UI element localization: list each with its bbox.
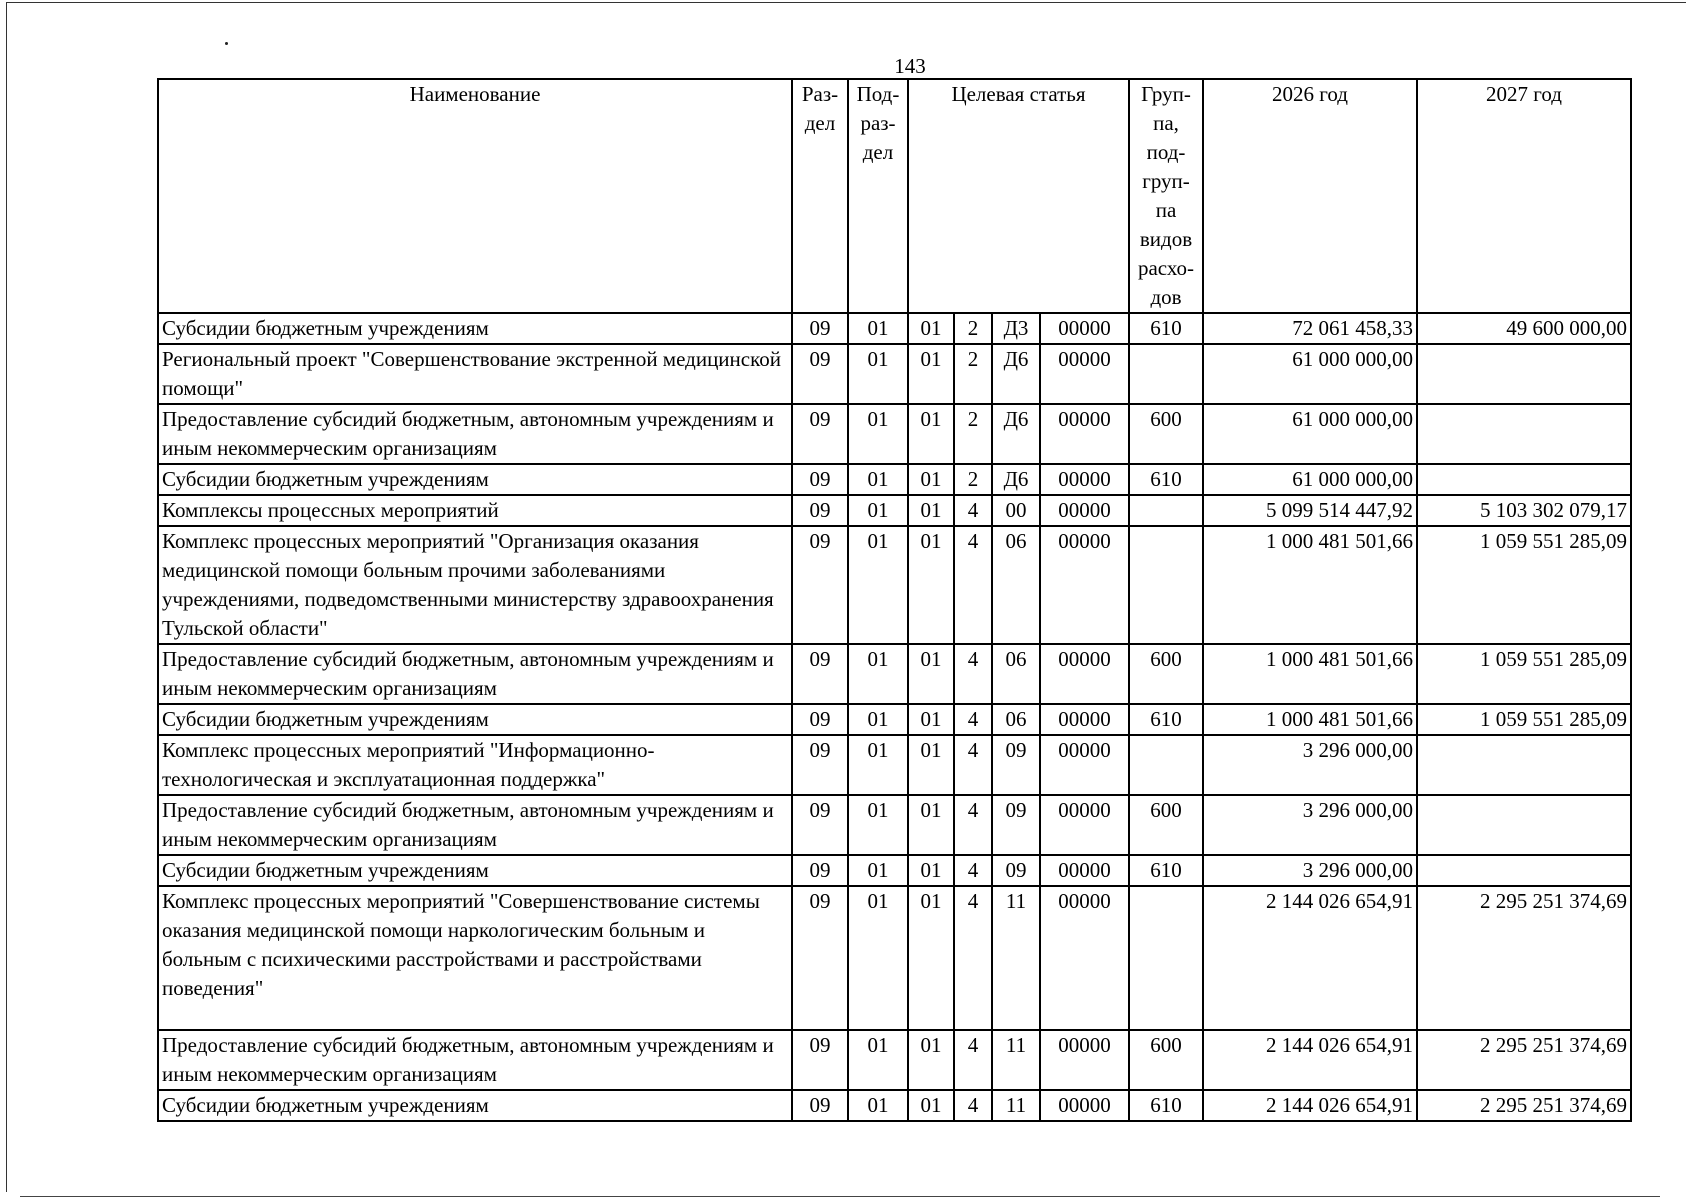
cell-name: Комплексы процессных мероприятий [158,495,792,526]
cell-section: 09 [792,855,848,886]
cell-expense-group [1129,344,1203,404]
cell-expense-group [1129,495,1203,526]
cell-target-direction: 00000 [1040,704,1129,735]
cell-target-direction: 00000 [1040,313,1129,344]
table-row [158,495,1631,526]
cell-target-program: 01 [908,526,954,644]
cell-target-type: 4 [954,735,992,795]
cell-subsection: 01 [848,464,908,495]
cell-target-type: 4 [954,526,992,644]
cell-target-type: 2 [954,344,992,404]
table-row [158,313,1631,344]
cell-target-direction: 00000 [1040,404,1129,464]
cell-target-type: 4 [954,1090,992,1121]
cell-name: Комплекс процессных мероприятий "Информационно-технологическая и эксплуатационная поддержка" [158,735,792,795]
cell-amount-2027: 5 103 302 079,17 [1417,495,1631,526]
cell-amount-2026: 3 296 000,00 [1203,855,1417,886]
cell-section: 09 [792,404,848,464]
cell-amount-2027: 2 295 251 374,69 [1417,886,1631,1030]
cell-target-direction: 00000 [1040,495,1129,526]
table-row [158,795,1631,855]
cell-target-element: 11 [992,1030,1040,1090]
page-frame-bottom [20,1196,1660,1197]
cell-amount-2026: 3 296 000,00 [1203,735,1417,795]
cell-amount-2027: 1 059 551 285,09 [1417,644,1631,704]
cell-subsection: 01 [848,644,908,704]
cell-section: 09 [792,735,848,795]
cell-name: Предоставление субсидий бюджетным, автономным учреждениям и иным некоммерческим организациям [158,1030,792,1090]
cell-target-program: 01 [908,735,954,795]
table-row [158,1090,1631,1121]
cell-target-element: 09 [992,855,1040,886]
cell-target-element: Д3 [992,313,1040,344]
cell-amount-2026: 1 000 481 501,66 [1203,704,1417,735]
cell-target-program: 01 [908,855,954,886]
cell-expense-group: 600 [1129,404,1203,464]
cell-expense-group: 610 [1129,1090,1203,1121]
cell-target-direction: 00000 [1040,1090,1129,1121]
cell-target-type: 4 [954,886,992,1030]
scan-speck [225,42,228,45]
page-number: 143 [894,54,926,78]
cell-amount-2026: 3 296 000,00 [1203,795,1417,855]
cell-subsection: 01 [848,795,908,855]
cell-subsection: 01 [848,704,908,735]
cell-amount-2027 [1417,735,1631,795]
cell-amount-2026: 5 099 514 447,92 [1203,495,1417,526]
cell-subsection: 01 [848,495,908,526]
cell-name: Комплекс процессных мероприятий "Совершенствование системы оказания медицинской помощи наркологическим больным и больным с психическими расстройствами и расстройствами поведения" [158,886,792,1030]
cell-section: 09 [792,704,848,735]
header-subsection: Под- раз- дел [848,79,908,313]
cell-expense-group: 600 [1129,795,1203,855]
header-target-article: Целевая статья [908,79,1129,313]
cell-amount-2027: 49 600 000,00 [1417,313,1631,344]
cell-expense-group: 610 [1129,313,1203,344]
cell-subsection: 01 [848,526,908,644]
cell-target-program: 01 [908,344,954,404]
cell-target-element: Д6 [992,464,1040,495]
cell-subsection: 01 [848,855,908,886]
cell-target-direction: 00000 [1040,644,1129,704]
cell-subsection: 01 [848,1030,908,1090]
cell-target-program: 01 [908,704,954,735]
cell-section: 09 [792,464,848,495]
table-body [158,313,1631,1121]
cell-expense-group: 610 [1129,464,1203,495]
cell-target-type: 4 [954,704,992,735]
table-row [158,404,1631,464]
cell-name: Субсидии бюджетным учреждениям [158,464,792,495]
cell-section: 09 [792,344,848,404]
cell-subsection: 01 [848,886,908,1030]
cell-target-element: Д6 [992,344,1040,404]
cell-subsection: 01 [848,404,908,464]
cell-amount-2026: 2 144 026 654,91 [1203,1030,1417,1090]
table-row [158,704,1631,735]
cell-amount-2026: 1 000 481 501,66 [1203,526,1417,644]
cell-name: Региональный проект "Совершенствование экстренной медицинской помощи" [158,344,792,404]
cell-expense-group [1129,886,1203,1030]
cell-target-element: 11 [992,1090,1040,1121]
cell-target-type: 2 [954,464,992,495]
cell-section: 09 [792,526,848,644]
cell-subsection: 01 [848,344,908,404]
cell-target-element: 06 [992,526,1040,644]
header-section: Раз- дел [792,79,848,313]
cell-expense-group: 600 [1129,644,1203,704]
cell-section: 09 [792,886,848,1030]
table-header-row [158,79,1631,313]
cell-section: 09 [792,1090,848,1121]
cell-name: Предоставление субсидий бюджетным, автономным учреждениям и иным некоммерческим организациям [158,404,792,464]
cell-amount-2027 [1417,464,1631,495]
cell-amount-2027 [1417,795,1631,855]
cell-target-program: 01 [908,404,954,464]
table-row [158,735,1631,795]
table-row [158,886,1631,1030]
header-expense-group: Груп- па, под- груп- па видов расхо- дов [1129,79,1203,313]
cell-target-direction: 00000 [1040,855,1129,886]
cell-amount-2026: 61 000 000,00 [1203,344,1417,404]
cell-target-type: 4 [954,855,992,886]
cell-target-type: 4 [954,495,992,526]
cell-amount-2026: 72 061 458,33 [1203,313,1417,344]
cell-target-element: 09 [992,735,1040,795]
cell-amount-2027 [1417,404,1631,464]
cell-amount-2027: 2 295 251 374,69 [1417,1090,1631,1121]
cell-target-type: 4 [954,795,992,855]
header-year-2027: 2027 год [1417,79,1631,313]
cell-section: 09 [792,795,848,855]
cell-expense-group [1129,526,1203,644]
cell-amount-2026: 2 144 026 654,91 [1203,886,1417,1030]
cell-name: Комплекс процессных мероприятий "Организация оказания медицинской помощи больным прочими заболеваниями учреждениями, подведомственными министерству здравоохранения Тульской области" [158,526,792,644]
cell-target-element: 09 [992,795,1040,855]
header-year-2026: 2026 год [1203,79,1417,313]
cell-target-type: 2 [954,313,992,344]
cell-target-element: Д6 [992,404,1040,464]
cell-name: Предоставление субсидий бюджетным, автономным учреждениям и иным некоммерческим организациям [158,644,792,704]
cell-name: Субсидии бюджетным учреждениям [158,313,792,344]
header-name: Наименование [158,79,792,313]
cell-amount-2027: 1 059 551 285,09 [1417,704,1631,735]
cell-subsection: 01 [848,1090,908,1121]
budget-table [157,78,1632,1122]
cell-expense-group: 610 [1129,704,1203,735]
table-row [158,464,1631,495]
cell-target-direction: 00000 [1040,1030,1129,1090]
cell-amount-2026: 2 144 026 654,91 [1203,1090,1417,1121]
cell-section: 09 [792,1030,848,1090]
page-frame-left [6,2,7,1192]
cell-target-type: 2 [954,404,992,464]
cell-expense-group: 610 [1129,855,1203,886]
cell-target-direction: 00000 [1040,735,1129,795]
cell-amount-2027: 2 295 251 374,69 [1417,1030,1631,1090]
cell-target-direction: 00000 [1040,526,1129,644]
cell-target-program: 01 [908,1090,954,1121]
cell-target-program: 01 [908,313,954,344]
cell-amount-2027 [1417,855,1631,886]
cell-amount-2026: 61 000 000,00 [1203,404,1417,464]
cell-target-program: 01 [908,1030,954,1090]
cell-target-program: 01 [908,495,954,526]
cell-target-program: 01 [908,886,954,1030]
table-row [158,855,1631,886]
cell-target-direction: 00000 [1040,464,1129,495]
cell-target-element: 11 [992,886,1040,1030]
cell-target-type: 4 [954,1030,992,1090]
cell-target-direction: 00000 [1040,795,1129,855]
table-row [158,1030,1631,1090]
cell-section: 09 [792,495,848,526]
cell-amount-2027: 1 059 551 285,09 [1417,526,1631,644]
page-frame-top [6,2,1686,3]
cell-amount-2026: 1 000 481 501,66 [1203,644,1417,704]
cell-name: Субсидии бюджетным учреждениям [158,704,792,735]
table-row [158,344,1631,404]
cell-target-direction: 00000 [1040,886,1129,1030]
cell-name: Предоставление субсидий бюджетным, автономным учреждениям и иным некоммерческим организациям [158,795,792,855]
cell-subsection: 01 [848,735,908,795]
cell-target-type: 4 [954,644,992,704]
cell-section: 09 [792,313,848,344]
cell-target-element: 06 [992,704,1040,735]
cell-subsection: 01 [848,313,908,344]
cell-amount-2026: 61 000 000,00 [1203,464,1417,495]
cell-amount-2027 [1417,344,1631,404]
table-row [158,526,1631,644]
cell-target-program: 01 [908,795,954,855]
cell-expense-group: 600 [1129,1030,1203,1090]
cell-target-direction: 00000 [1040,344,1129,404]
cell-target-program: 01 [908,644,954,704]
cell-name: Субсидии бюджетным учреждениям [158,855,792,886]
cell-section: 09 [792,644,848,704]
cell-target-element: 00 [992,495,1040,526]
cell-target-element: 06 [992,644,1040,704]
cell-expense-group [1129,735,1203,795]
cell-name: Субсидии бюджетным учреждениям [158,1090,792,1121]
table-row [158,644,1631,704]
cell-target-program: 01 [908,464,954,495]
